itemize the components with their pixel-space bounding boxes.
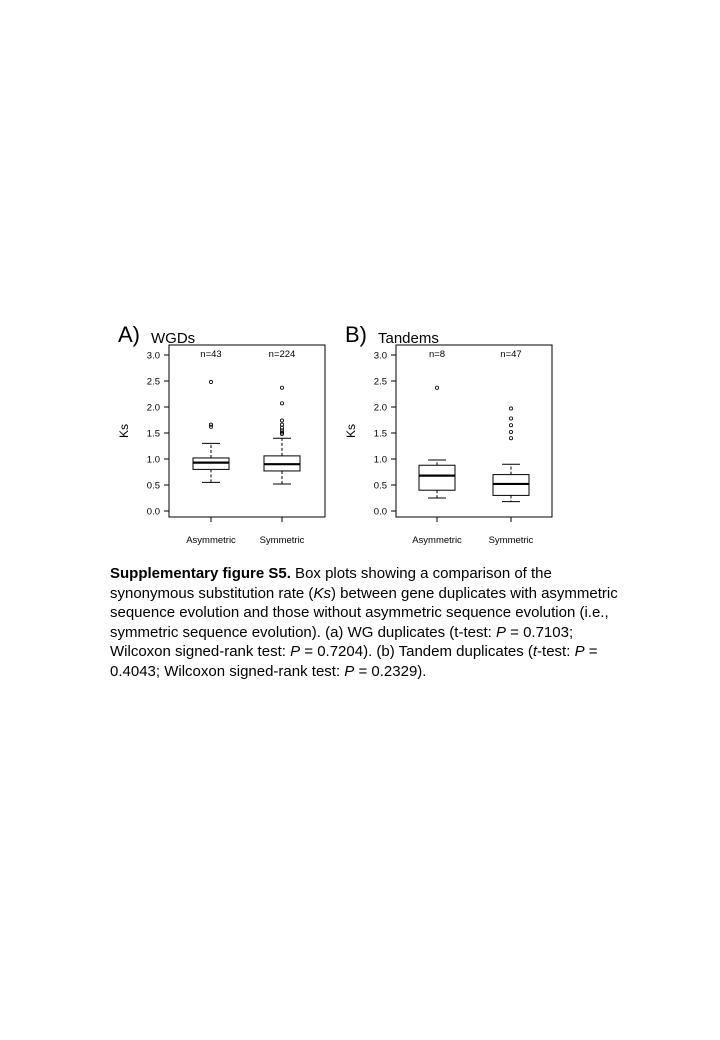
caption-segment-5: P [290,643,301,660]
count-label: n=224 [268,349,296,360]
caption-segment-6: = 0.7204). (b) Tandem duplicates ( [300,643,533,660]
x-tick-label: Asymmetric [412,535,462,546]
outlier-point [509,417,512,420]
y-tick-label: 0.5 [146,480,160,492]
caption-segment-1: Ks [313,584,331,602]
panel-title: Tandems [378,330,439,347]
y-tick-label: 3.0 [373,350,387,362]
caption-segment-4: = 0.7103; Wilcoxon signed-rank test: [110,623,574,660]
panel-letter: A) [118,322,140,347]
outlier-point [435,386,438,389]
iqr-box [419,465,455,490]
outlier-point [280,419,283,422]
plot-frame [169,345,325,517]
panel-a [117,322,325,546]
y-axis-label: Ks [344,423,358,439]
panel-letter: B) [345,322,367,347]
y-tick-label: 1.5 [146,428,160,440]
y-tick-label: 2.5 [373,376,387,388]
outlier-point [280,402,283,405]
caption-segment-10: = 0.4043; Wilcoxon signed-rank test: [110,643,598,680]
figure-caption [110,564,630,681]
caption-segment-12: = 0.2329). [354,662,427,680]
y-tick-label: 1.0 [146,454,160,466]
outlier-point [509,437,512,440]
box-asymmetric [419,386,455,498]
y-tick-label: 0.0 [373,506,387,518]
count-label: n=43 [200,349,222,360]
y-axis-label: Ks [117,423,131,439]
y-tick-label: 2.0 [373,402,387,414]
x-tick-label: Asymmetric [186,535,236,546]
outlier-point [509,430,512,433]
y-tick-label: 1.0 [373,454,387,466]
y-tick-label: 2.5 [146,376,160,388]
y-tick-label: 0.0 [146,506,160,518]
outlier-point [509,407,512,410]
x-tick-label: Symmetric [259,535,305,546]
outlier-point [509,424,512,427]
caption-body [110,565,618,680]
outlier-point [280,386,283,389]
box-symmetric [493,407,529,502]
count-label: n=8 [428,349,446,360]
outlier-point [209,425,212,428]
x-tick-label: Symmetric [488,535,534,546]
caption-segment-7: t [532,643,538,660]
count-label: n=47 [500,349,522,360]
panel-b [344,322,552,546]
box-symmetric [264,386,300,484]
caption-segment-0: Box plots showing a comparison of the synonymous substitution rate ( [110,565,552,602]
caption-segment-9: P [574,643,585,660]
outlier-point [209,380,212,383]
panel-title: WGDs [151,330,196,347]
caption-segment-3: P [495,623,506,641]
y-tick-label: 0.5 [373,480,387,492]
y-tick-label: 2.0 [146,402,160,414]
y-tick-label: 1.5 [373,428,387,440]
y-tick-label: 3.0 [146,350,160,362]
caption-segment-2: ) between gene duplicates with asymmetric sequence evolution and those without asymmetric sequence evolution (i.e., symmetric sequence evolution). (a) WG duplicates (t-test: [110,584,618,641]
caption-segment-8: -test: [537,643,575,660]
caption-lead: Supplementary figure S5. [110,565,291,582]
box-asymmetric [193,380,229,482]
caption-segment-11: P [344,662,355,680]
